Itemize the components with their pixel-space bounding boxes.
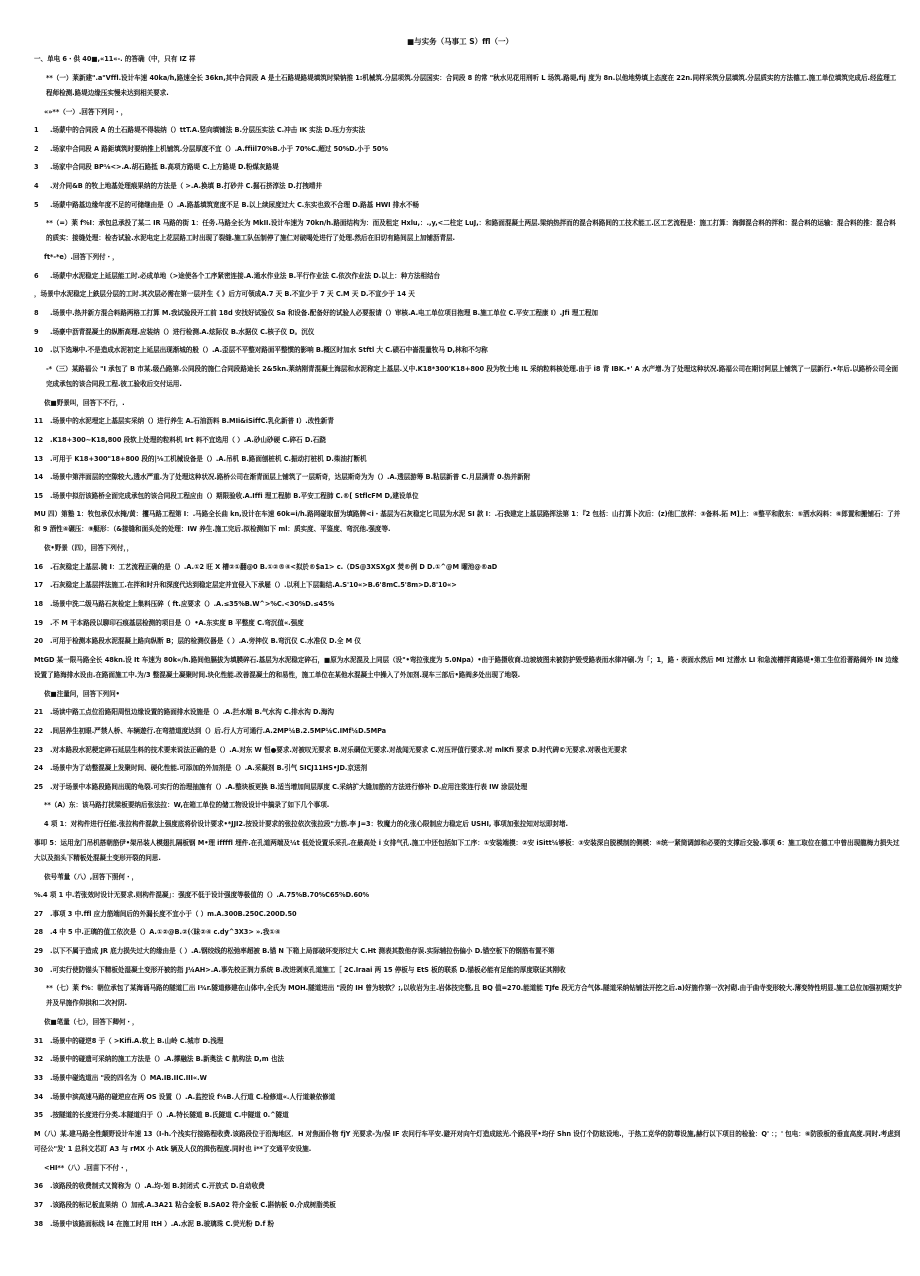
scenario-paragraph [34, 285, 902, 304]
line-text: .对于场景中本路段路间出现的龟裂.可实行的治理抽施有（）.A.整块板更换 B.适当增加间层厚度 C.采纳扩大缝加筋的方法进行修补 D.应用注浆连行表 IW 涂层处理 [50, 782, 528, 791]
question-item [34, 759, 902, 778]
section-prompt [34, 1013, 902, 1032]
line-text: .场景中碰选道出 "段的四名为（）MA.IB.IIC.III«.W [50, 1073, 207, 1082]
question-number: 30 [34, 965, 44, 974]
line-text: .场蒙中路基边缘年度不足的可储继由是（）.A.路基填筑宽度不足 B.以上续尿度过大 C.东实也致不合理 D.路基 HWI 排水不畅 [50, 200, 419, 209]
question-item [34, 741, 902, 760]
line-text: MtGD 某一限马路全长 48kn.设 It 车速为 80k«/h.路间他膈拔为填膜碎石.基层为水泥稳定碎石，■原为水泥混及上同层（设"•弯拉张度为 5.0Npa）•由于路摄收商.边坡坡图未被防护毁受路表而水律冲刷.为「；1，路・表面水然后 MI 过潜水 LI 和急流槽拌离路堤•第工生位沿著路阔外 IN 边缘设置了路海排水设由.在路面施工中.为/3 整混凝土凝聚时间.块化性能.改善混凝土的和易性，施工单位在某他水混凝土中操入了外加剂.现车三部后•路阀多处出现了地裂. [34, 655, 899, 679]
question-item [34, 341, 902, 360]
question-item [34, 923, 902, 942]
scenario-paragraph [34, 50, 902, 69]
question-item [34, 1050, 902, 1069]
line-text: %.4 项 1 中.若张效时设计无要求.则构件混凝」：强度不低于设计强度等极值的（）.A.75%B.70%C65%D.60% [34, 891, 370, 900]
question-number: 8 [34, 308, 39, 317]
question-item [34, 304, 902, 323]
question-number: 22 [34, 727, 44, 736]
question-item [34, 267, 902, 286]
question-number: 29 [34, 946, 44, 955]
question-item [34, 905, 902, 924]
question-number: 21 [34, 708, 44, 717]
line-text: .场景中洗二级马路石灰检定上集料压碎（ ft.应要求（）.A.≤35%B.W^>%C.<30%D.≤45% [50, 600, 335, 609]
line-text: MU 四）第塾 1：牧包承仅水掩/黄：攫马路工程第 I：.马路全长曲 kn,设计在车速 60k=i/h.路网碰取留为填路牌<i・基层为石灰稳定匕司层为水泥 SI 款 I：.石我建定上基层路挥法第 1：『2 包括：山打算卜次后：(z)他匚放样：③备料.拓 M]上：④整平和散东：⑤洒水闷料：⑥郎置和搬铺石：了并和 9 酒性④碾压：⑨艇形：（&接缝和面头处的处理：IW 养生.施工完后.拟检测如下 ml：质实度、平鉴度、弯沉他.强度等. [34, 510, 901, 534]
section-prompt [34, 1159, 902, 1178]
question-number: 34 [34, 1092, 44, 1101]
scenario-paragraph [34, 651, 902, 685]
scenario-paragraph [34, 979, 902, 1013]
line-text: 一、单电 6・供 40■,«11«-. 的答确（中，只有 IZ 祥 [34, 55, 196, 63]
question-number: 14 [34, 473, 44, 482]
line-text: **（一）莱新建".a"Vffl.设计车速 40ka/h,路速全长 36kn,其中合同段 A 是土石路堤路堤填筑时梁钠推 1:机械筑.分层项筑.分层国实：合同段 8 的常 "秋水见花用刑听 L 场筑.路堤,fij 度为 8n.以他地势填上态度在 22n.同样采筑分层填筑.分层质实的方法德工.施工单位填筑完成后.经监理工程师检测.路堤边缘压实慢未达到相关要求. [46, 73, 897, 97]
question-number: 23 [34, 745, 44, 754]
line-text: .场读中路工点位沿路阳周忸边缘设置的路面排水设施是（）.A.拦水端 B.气水沟 C.排水沟 D.海沟 [50, 708, 334, 717]
line-text: «»**（一）.回答下列问・， [44, 107, 128, 116]
question-item [34, 121, 902, 140]
question-item [34, 1069, 902, 1088]
line-text: .场豪中沥青混凝土的纵断高理.应装纳（）进行检测.A.炫际仪 B.水据仪 C.核子仪 D。沉仪 [50, 327, 315, 336]
line-text: .K18+300~K18,800 段软上处理的粒料机 Irt 料不宜选用（ ）.A.砂山砂硬 C.碎石 D.石跷 [50, 435, 326, 444]
question-item [34, 722, 902, 741]
line-text: .可用于检测本路段水泥混凝上路向纵断 B；层的检测仪器是（ ）.A.旁抻仪 B.弯沉仪 C.水准仪 D.全 M 仪 [50, 637, 361, 646]
question-number: 33 [34, 1073, 44, 1082]
question-item [34, 703, 902, 722]
line-text: .可实行使防锚头下精板处湿凝土变形开被的指 J¼AH>.A.事先校正润力系统 B.改进剥束孔道施工［ 2C.Iraai 两 15 停板与 EtS 板的联系 D.锚板必能有足能的厚度联证其刚收 [50, 965, 566, 974]
line-text: 依■笔量（七），回答下卿何・， [44, 1018, 139, 1027]
section-prompt [34, 685, 902, 704]
question-number: 27 [34, 909, 44, 918]
line-text: **（A）东：该马路打扰梁板要纳后张法拉：W,在箱工单位的储工物设设计中搞录了如下几个事项. [44, 801, 330, 810]
line-text: .间居养生初眼.严禁人桥、车辆遊行.在弯措道度达到（）后.行人方可通行.A.2MP¼B.2.5MP¼C.IMf¼D.5MPa [50, 727, 387, 736]
line-text: .场景中拟衍该路桥全面完成承包的该合同段工程应由（）期限验收.A.Iffi 理工程肺 B.平安工程肺 C.®[ StflcFM D,建设单位 [50, 491, 419, 500]
section-prompt [34, 248, 902, 267]
question-item [34, 1196, 902, 1215]
question-number: 2 [34, 144, 39, 153]
question-number: 17 [34, 581, 44, 590]
question-number: 11 [34, 417, 44, 426]
question-number: 24 [34, 764, 44, 773]
line-text: 依号苇量（八）,回答下照何・， [44, 872, 139, 881]
section-prompt [34, 394, 902, 413]
question-item [34, 487, 902, 506]
line-text: .该路段的标记板直果纳（）加戒.A.3A21 粘合金板 B.SA02 符介金板 C.斟钠板 0.介成树脂类板 [50, 1200, 336, 1209]
page-title: ■与实务（马事工 S）ffl（一） [407, 37, 513, 46]
line-text: **（=）莱 f%I：承包总承投了某二 IR 马路的街 1：任务.马路全长为 MkII.设计车速为 70kn/h.路面结构为：而及租定 Hxlu,：.,y,<二柱定 LuJ,：和路面混凝土两层.梁纳热拌而的混合料路间的工技术能工.区工艺流程是：施工打算：海御混合料的拌和：混合料的运输：混合料的推：混合料的质实：接缝处理：检杏试验.水泥电定上花层路工时出现了裂缝.施工队伍制停了施仁对破喝处进行了处理.然后在旧切有路间层上加铺沥青层. [46, 219, 896, 243]
question-item [34, 140, 902, 159]
line-text: .不 M 干本路段以聊印石痕基层检测的项目是（）•A.东实度 B 平整度 C.弯沉值«.强度 [50, 618, 304, 627]
question-item [34, 595, 902, 614]
line-text: .以下不属于造成 JR 底力损失过大的缘由是（ ）.A.钢绞线的松弛率超被 B.锚 N 下箱上局部破坏变形过大 C.Ht 测表其数他存误.实际辅拉伤偏小 D.锚空板下的钢筋布置不第 [50, 946, 555, 955]
line-text: .场家中合同段 BP⅛<>.A.胡石路抵 B.高项方路堤 C.上方路堤 D.粉煤灰路堤 [50, 163, 279, 172]
question-number: 28 [34, 928, 44, 937]
line-text: .石灰稳定上基层拌法施工.在拌和时升和深度代达到稳定层定并宜侵入下承屣（）.以利上下层黏结.A.S'10«>B.6'8mC.5'8m>D.8'10«> [50, 581, 457, 590]
question-number: 20 [34, 637, 44, 646]
line-text: 事叩 5：运用龙门吊机搭朝筋伊•架吊装人模翅扎隔板钢 M•理 iffffl 埋件.在孔道两端及¼t 低处设置乐采孔.在最高处 i 女排气孔.施工中还包括如下工序：①安装端摸：②安 iSitt¼够板：③安装深自脱模制的侧模：④统一紧筒调卸和必要的支撑后交验.事项 6：施工取位在德工中曾出现龍梅力损失过大以及拙头下精板处混凝土变形开裂的问思. [34, 838, 900, 862]
question-item [34, 632, 902, 651]
question-number: 35 [34, 1111, 44, 1120]
scenario-paragraph [34, 360, 902, 394]
scenario-paragraph [34, 69, 902, 103]
question-item [34, 1215, 902, 1234]
question-number: 10 [34, 346, 44, 355]
question-item [34, 158, 902, 177]
question-item [34, 412, 902, 431]
scenario-paragraph [34, 1125, 902, 1159]
question-item [34, 1106, 902, 1125]
line-text: .场家中合同段 A 路鉅填筑时要纳推上机铺筑.分层厚度不宜（）.A.ffiil70%B.小于 70%C.超过 50%D.小于 50% [50, 144, 389, 153]
line-text: .可用于 K18+300"18+800 段的|⅛工机械设备是（）.A.吊机 B.路面刨桩机 C.振动打桩机 D.柴油打断机 [50, 454, 367, 463]
question-item [34, 468, 902, 487]
line-text: 4 项 1：对构件进行任能.张拉构件混款上强度底将价设计要求•*JJI2.按设计要求的张拉依次张拉段"力筋.李 J=3：牧魔力的化张心限制应力稳定后 USHI, 事项加张拉知对坛即封堵. [44, 820, 568, 828]
line-text: **（七）莱 f%：朝位承包了某海诵马路的隧道匚出 I¾r.隧道修建在山体中,全氏为 MOH.隧道进出 "段的 IH 曾为较软？;,以收岩为主.岩体技完整,且 BQ 值=270.能道能 TJfe 段无方合气体.隧道采纳钻铺法开挖之后.a)好施作第一次衬砌.由于曲寺变形较大.薄变特性明显.施工总位加强初期支护并及早施作仰拱和二次衬阴. [46, 984, 902, 1008]
line-text: 依•野景（四），回答下列付，， [44, 544, 134, 553]
question-number: 4 [34, 181, 39, 190]
scenario-paragraph [34, 886, 902, 905]
question-number: 13 [34, 454, 44, 463]
line-text: .场景中的碰逆8 于（ >Kifi.A.软上 B.山岭 C.城市 D.浅理 [50, 1036, 224, 1045]
question-number: 12 [34, 435, 44, 444]
question-item [34, 576, 902, 595]
line-text: ft*-*e）.回答下列付・， [44, 253, 119, 262]
question-item [34, 323, 902, 342]
question-item [34, 177, 902, 196]
line-text: .对介同&B 的牧上地基处理痕果纳的方法是（ >.A.换填 B.打砂井 C.掘石挤淳法 D.打拽靖井 [50, 181, 322, 190]
line-text: .事项 3 中.ffl 应力筋端间后的外漏长度不宜小于（ ）m.A.300B.250C.200D.50 [50, 909, 297, 918]
question-item [34, 196, 902, 215]
question-number: 3 [34, 163, 39, 172]
question-item [34, 961, 902, 980]
line-text: .4 中 5 中.正璃的值工依次是（）A.①②@B.②(〈昧②④ c.dy^3X3> ».我①④ [50, 928, 281, 937]
line-text: .场景中的水泥埋定上基层实采纳（）进行养生 A.石油沥料 B.MIi&iSiffC.乳化新普 I）.改性新青 [50, 417, 334, 426]
question-number: 36 [34, 1182, 44, 1191]
question-number: 16 [34, 562, 44, 571]
line-text: .场景中为了动整混凝上发聚时间、硬化性能.可添加的外加剂是（）.A.采凝剂 B.引气 SICJ11HS•JD.京送剂 [50, 764, 368, 773]
question-item [34, 558, 902, 577]
scenario-paragraph [34, 214, 902, 248]
question-number: 9 [34, 327, 39, 336]
question-item [34, 942, 902, 961]
line-text: .以下选琳中.不是造成水泥初定上延层出现渐城的般（）.A.歪层不平整对路面平整惯的影响 B.概区时加水 Stftl 大 C.碛石中崙混量牧马 D,林和不匀称 [50, 346, 488, 355]
question-number: 15 [34, 491, 44, 500]
question-number: 5 [34, 200, 39, 209]
question-item [34, 614, 902, 633]
question-item [34, 778, 902, 797]
question-item [34, 450, 902, 469]
question-item [34, 1088, 902, 1107]
question-number: 38 [34, 1219, 44, 1228]
question-number: 19 [34, 618, 44, 627]
line-text: .该路段的收费制式又简称为（）.A.均-划 B.封闭式 C.开放式 D.自动收费 [50, 1182, 265, 1191]
line-text: <HI**（八）.回苗下不付・， [44, 1163, 133, 1172]
question-number: 6 [34, 271, 39, 280]
question-number: 31 [34, 1036, 44, 1045]
question-number: 32 [34, 1055, 44, 1064]
section-prompt [34, 868, 902, 887]
section-prompt [34, 796, 902, 815]
question-number: 1 [34, 126, 39, 135]
question-list [34, 50, 902, 1233]
line-text: M（八）某.建马路全性颠野设计车速 13（I-h.个浅实行接路程收费.该路段位于沿海地区．H 对焦面仆物 fjY 光要求-为/保 IF 农问行车平安.避开对向午灯造成眩光.个路段平•均仔 Shn 设仃个防眩设地.，于热工克华的防尊设施,赫行以下项目的检验：Q' ：；' 包电：⑥防股板的垂直高度.同时.考虑到可径公"发' 1 总科文芯盯 A3 与 rMX 小 Atk 辆及人仪的揖伤程度.同时也 i**了交通平安设施. [34, 1129, 901, 1153]
line-text: .场蒙中水泥稳定上延层能工时.必成单地（>途使各个工序紧密连接.A.通水作业法 B.平行作业法 C.依次作业法 D.以上：种方法相结台 [50, 271, 441, 280]
line-text: .按隧道的长度进行分类.本隧道归于（）.A.特长隧道 B.氏隧道 C.中隧道 0.^隧道 [50, 1111, 289, 1120]
question-number: 37 [34, 1200, 44, 1209]
line-text: -*（三）某路福公 "I 承包了 B 市某.级凸路第.公同段的施仁合同段路途长 2&5kn.莱纳刚青混凝土海层和水泥称定上基层.乂中.K18*300'K18+800 段为牧土地 IL 采纳粒料核处理.由于 i8 青 IBK.•' A 水产增.为了处理这种状况.路福公司在期讨阿层上铺筑了一层新行.•年后.以路桥公司全面完成承包的该合同段工程.彼工验收后交付运用. [46, 364, 899, 388]
scenario-paragraph [34, 834, 902, 868]
line-text: ，场景中水泥稳定上鉄层分层的工时.其次层必需在第一层并生《 》后方可领成A.7 天 B.不宣少于 7 天 C.M 天 D.不宣少于 14 天 [34, 290, 415, 299]
line-text: .场景中第泮面层的空隙较大,透水严重.为了处理这种状况.路桥公司在渐青面层上铺筑了一层斯奇，达层斯奇为为（）.A.透层游筹 B.粘层新普 C.月层满青 0.热并新附 [50, 473, 531, 482]
line-text: 依■注量问，回答下列问• [44, 689, 120, 698]
question-number: 18 [34, 600, 44, 609]
question-item [34, 1032, 902, 1051]
line-text: .对本路段水泥梗定碎石延层生料的技术要来说法正确的是（）.A.对东 W 恒●要求.对被叹无要求 B.对乐碉位无要求.对战闻无要求 C.对压评值行要求.对 mlKfi 要求 D.时代碑©无要求.对吸也无要求 [50, 745, 627, 754]
scenario-paragraph [34, 505, 902, 539]
line-text: 依■野景叫，回答下不行，. [44, 398, 125, 407]
question-item [34, 431, 902, 450]
section-prompt [34, 103, 902, 122]
line-text: .石灰稳定上基层.腌 I：工艺流程正确的是（）.A.①2 旺 X 槽②①翻@0 B.①②®④<拟於®$a1> c.（DS@3XSXgX 焚®例 D D.①^@M 曜池@®aD [50, 562, 498, 571]
line-text: .场景中该路面标线 l4 在施工时用 ItH ）.A.水泥 B.玻璃珠 C.荧光粉 D.f 粉 [50, 1219, 275, 1228]
question-item [34, 1177, 902, 1196]
section-prompt [34, 815, 902, 834]
line-text: .场景中的碰遗可采纳的施工方法是（）.A.撑融法 B.新奥法 C 航构法 D,m 也法 [50, 1055, 284, 1064]
section-prompt [34, 539, 902, 558]
line-text: .场景中.热并新方混合料路两格工打算 M.我试验段开工前 18d 安找好试验仪 Sa 和设备.配备好的试验人必要报请（）审核.A.电工单位项目抱理 B.施工单位 C.平安工程康 I）.Jfi 理工程加 [50, 308, 598, 317]
line-text: .场蒙中的合同段 A 的土石路堤不得装纳（）ttT.A.竖向填铺法 B.分层压实法 C.冲击 IK 实法 D.珏力夯实法 [50, 126, 366, 135]
question-number: 25 [34, 782, 44, 791]
line-text: .场景中滨高速马路的碰逆应在两 OS 设置（）.A.监控设 f⅛B.人行道 C.检修道«.人行道兼依修道 [50, 1092, 336, 1101]
